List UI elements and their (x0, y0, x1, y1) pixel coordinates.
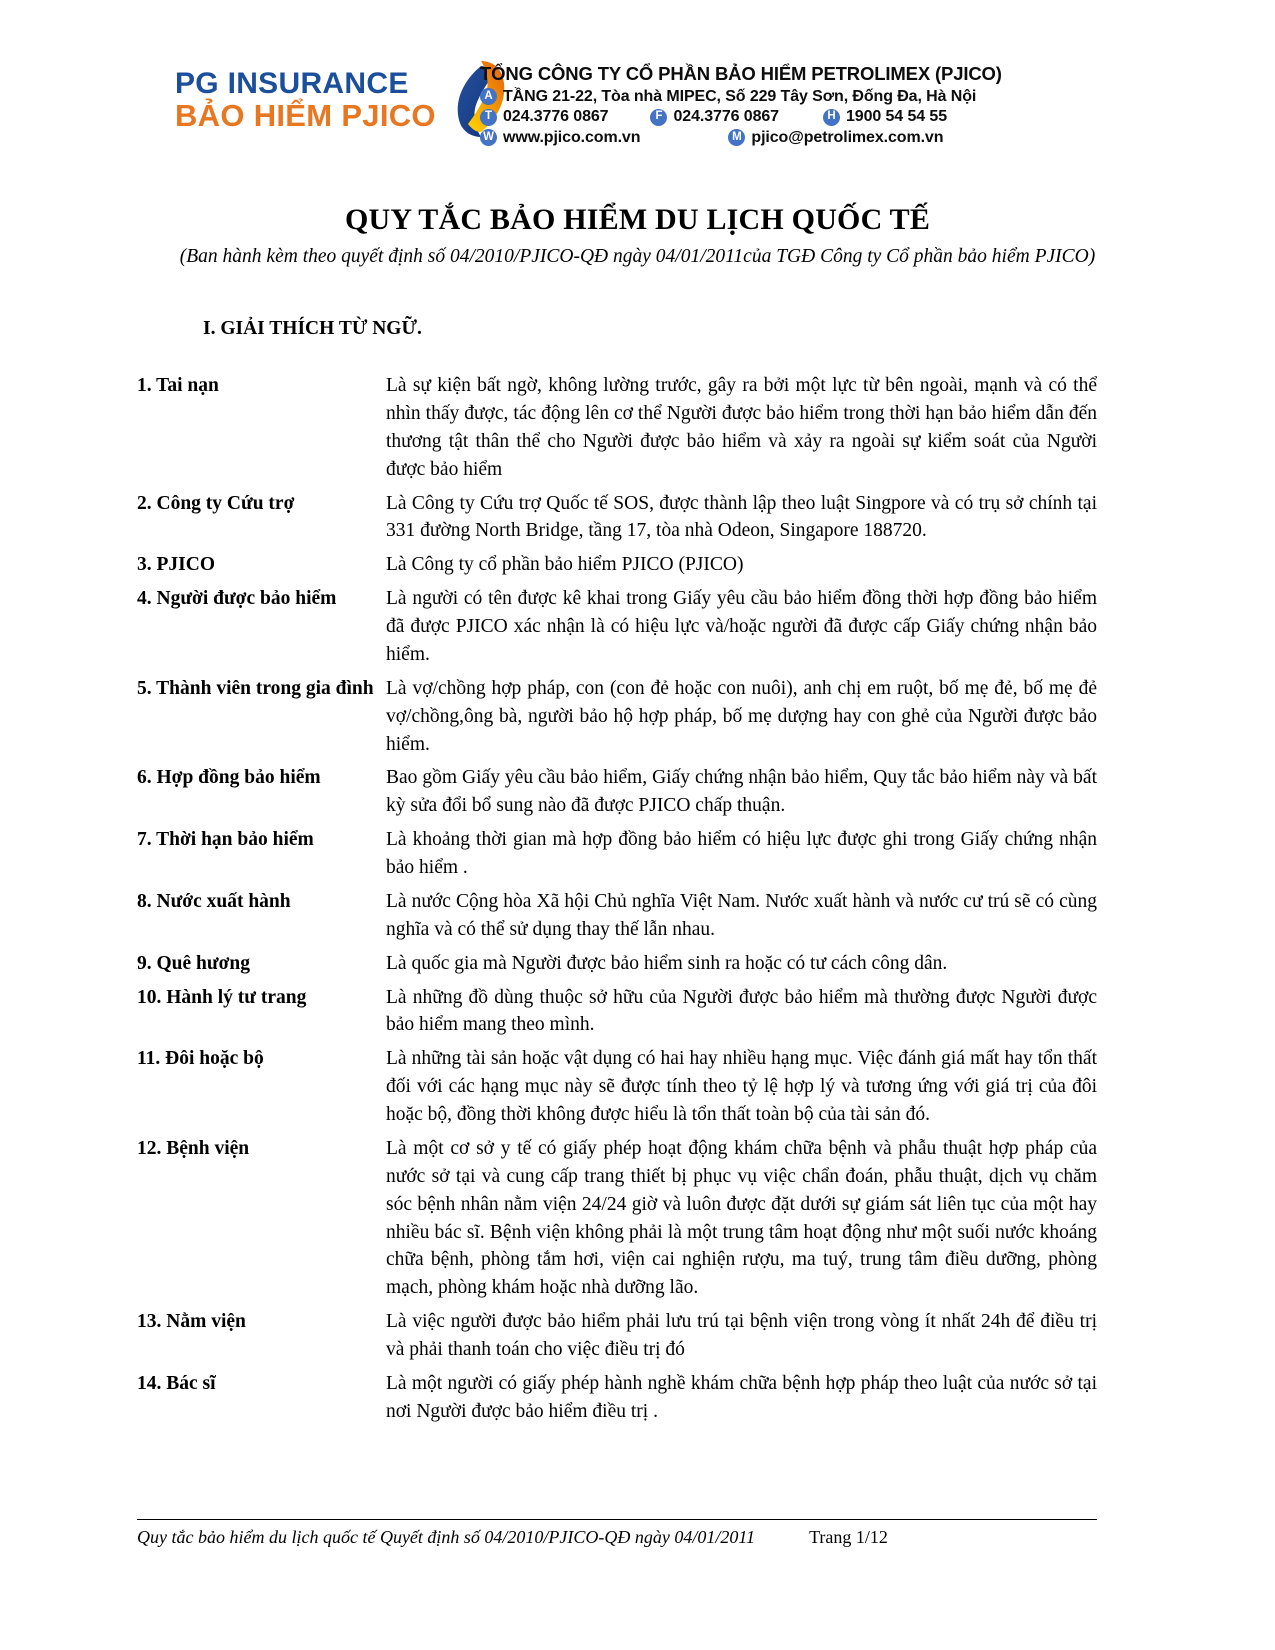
definition-term: 1. Tai nạn (137, 375, 219, 396)
definition-description: Là vợ/chồng hợp pháp, con (con đẻ hoặc con nuôi), anh chị em ruột, bố mẹ đẻ, bố mẹ đẻ vợ/chồng,ông bà, người bảo hộ hợp pháp, bố mẹ dượng hay con ghẻ của Người được bảo hiểm. (386, 677, 1097, 755)
definition-term: 13. Nằm viện (137, 1311, 246, 1333)
contact-row-web-mail (480, 129, 1002, 147)
definition-row (137, 1370, 1097, 1426)
definition-description: Là người có tên được kê khai trong Giấy yêu cầu bảo hiểm đồng thời hợp đồng bảo hiểm đã được PJICO xác nhận là có hiệu lực và/hoặc người đã được cấp Giấy chứng nhận bảo hiểm. (386, 588, 1097, 665)
hotline-badge-icon: H (823, 109, 840, 126)
definition-row (137, 372, 1097, 484)
definition-term: 9. Quê hương (137, 952, 250, 974)
page-subtitle: (Ban hành kèm theo quyết định số 04/2010/PJICO-QĐ ngày 04/01/2011của TGĐ Công ty Cổ phần bảo hiểm PJICO) (179, 246, 1096, 267)
definition-description: Bao gồm Giấy yêu cầu bảo hiểm, Giấy chứng nhận bảo hiểm, Quy tắc bảo hiểm này và bất kỳ sửa đổi bổ sung nào đã được PJICO chấp thuận. (386, 767, 1097, 817)
definition-term: 3. PJICO (137, 554, 215, 576)
definition-description: Là nước Cộng hòa Xã hội Chủ nghĩa Việt Nam. Nước xuất hành và nước cư trú sẽ có cùng nghĩa và có thể sử dụng thay thế lẫn nhau. (386, 890, 1097, 940)
contact-row-phones (480, 108, 1002, 126)
address-badge-icon: A (480, 88, 497, 105)
email-group[interactable] (728, 129, 943, 147)
definition-description: Là một cơ sở y tế có giấy phép hoạt động khám chữa bệnh và phẫu thuật hợp pháp của nước sở tại và cung cấp trang thiết bị phục vụ việc chẩn đoán, phẫu thuật, dịch vụ chăm sóc bệnh nhân nằm viện 24/24 giờ và luôn được đặt dưới sự giám sát liên tục của một hay nhiều bác sĩ. Bệnh viện không phải là một trung tâm hoạt động như một suối nước khoáng chữa bệnh, phòng tắm hơi, viện cai nghiện rượu, ma tuý, trung tâm điều dưỡng, phòng mạch, phòng khám hoặc nhà dưỡng lão. (386, 1137, 1097, 1299)
page-footer (137, 1519, 1097, 1548)
definition-row (137, 764, 1097, 820)
email-address[interactable]: pjico@petrolimex.com.vn (751, 128, 944, 146)
definition-row (137, 950, 1097, 978)
logo-line-bao-hiem-pjico: BẢO HIỂM PJICO (175, 97, 436, 133)
company-logo (0, 58, 480, 143)
email-badge-icon: M (728, 129, 745, 146)
page-title: QUY TẮC BẢO HIỂM DU LỊCH QUỐC TẾ (344, 203, 931, 236)
definition-row (137, 1135, 1097, 1302)
definition-description: Là một người có giấy phép hành nghề khám chữa bệnh hợp pháp theo luật của nước sở tại nơi Người được bảo hiểm điều trị . (386, 1372, 1097, 1422)
logo-line-pg-insurance: PG INSURANCE (175, 67, 409, 101)
definition-row (137, 551, 1097, 579)
telephone-number: 024.3776 0867 (503, 108, 609, 125)
definition-row (137, 675, 1097, 759)
definition-description: Là Công ty cổ phần bảo hiểm PJICO (PJICO) (386, 554, 744, 576)
definition-row (137, 826, 1097, 882)
definition-term: 5. Thành viên trong gia đình (137, 677, 374, 699)
definitions-list (137, 372, 1097, 1432)
company-address: TẦNG 21-22, Tòa nhà MIPEC, Số 229 Tây Sơn, Đống Đa, Hà Nội (503, 87, 977, 105)
company-contact-info (480, 58, 1002, 147)
fax-number: 024.3776 0867 (673, 108, 779, 125)
letterhead (0, 58, 1275, 173)
footer-content (137, 1520, 1097, 1548)
definition-term: 11. Đôi hoặc bộ (137, 1048, 264, 1070)
definition-description: Là quốc gia mà Người được bảo hiểm sinh ra hoặc có tư cách công dân. (386, 952, 948, 974)
definition-term: 2. Công ty Cứu trợ (137, 492, 295, 514)
hotline-number: 1900 54 54 55 (845, 108, 947, 125)
footer-document-reference: Quy tắc bảo hiểm du lịch quốc tế Quyết định số 04/2010/PJICO-QĐ ngày 04/01/2011 (137, 1527, 756, 1547)
definition-row (137, 490, 1097, 546)
footer-page-number: Trang 1/12 (809, 1527, 888, 1547)
definition-description: Là những tài sản hoặc vật dụng có hai hay nhiều hạng mục. Việc đánh giá mất hay tổn thất đối với các hạng mục này sẽ được tính theo tỷ lệ hợp lý và tương ứng với giá trị của đôi hoặc bộ, đồng thời không được hiểu là tổn thất toàn bộ của tài sản đó. (386, 1048, 1097, 1125)
section-heading-definitions: I. GIẢI THÍCH TỪ NGỮ. (203, 318, 422, 339)
contact-row-address (480, 88, 1002, 106)
logo-wordmark (175, 68, 436, 133)
company-name: TỔNG CÔNG TY CỔ PHẦN BẢO HIỂM PETROLIMEX (PJICO) (480, 63, 1002, 84)
definition-description: Là Công ty Cứu trợ Quốc tế SOS, được thành lập theo luật Singpore và có trụ sở chính tại 331 đường North Bridge, tầng 17, tòa nhà Odeon, Singapore 188720. (386, 492, 1097, 542)
definition-description: Là khoảng thời gian mà hợp đồng bảo hiểm có hiệu lực được ghi trong Giấy chứng nhận bảo hiểm . (386, 829, 1097, 878)
definition-description: Là những đồ dùng thuộc sở hữu của Người được bảo hiểm mà thường được Người được bảo hiểm mang theo mình. (386, 986, 1097, 1036)
definition-row (137, 585, 1097, 669)
definition-row (137, 888, 1097, 944)
definition-description: Là việc người được bảo hiểm phải lưu trú tại bệnh viện trong vòng ít nhất 24h để điều trị và phải thanh toán cho việc điều trị đó (386, 1311, 1097, 1360)
definition-row (137, 984, 1097, 1040)
definition-term: 7. Thời hạn bảo hiểm (137, 829, 314, 851)
definition-term: 6. Hợp đồng bảo hiểm (137, 767, 321, 789)
definition-term: 14. Bác sĩ (137, 1372, 216, 1394)
website-badge-icon: W (480, 129, 497, 146)
definition-term: 8. Nước xuất hành (137, 890, 291, 912)
definition-term: 12. Bệnh viện (137, 1137, 250, 1159)
definition-row (137, 1045, 1097, 1129)
definition-term: 4. Người được bảo hiểm (137, 588, 337, 610)
telephone-badge-icon: T (480, 109, 497, 126)
fax-badge-icon: F (650, 109, 667, 126)
fax-group (650, 108, 778, 126)
hotline-group (823, 108, 947, 126)
website-url[interactable]: www.pjico.com.vn (503, 128, 641, 146)
website-group[interactable] (480, 129, 640, 147)
definition-row (137, 1308, 1097, 1364)
telephone-group (480, 108, 608, 126)
definition-term: 10. Hành lý tư trang (137, 986, 307, 1008)
definition-description: Là sự kiện bất ngờ, không lường trước, gây ra bởi một lực từ bên ngoài, mạnh và có thể nhìn thấy được, tác động lên cơ thể Người được bảo hiểm trong thời hạn bảo hiểm dẫn đến thương tật thân thể cho Người được bảo hiểm và xảy ra ngoài sự kiểm soát của Người được bảo hiểm (386, 375, 1097, 480)
